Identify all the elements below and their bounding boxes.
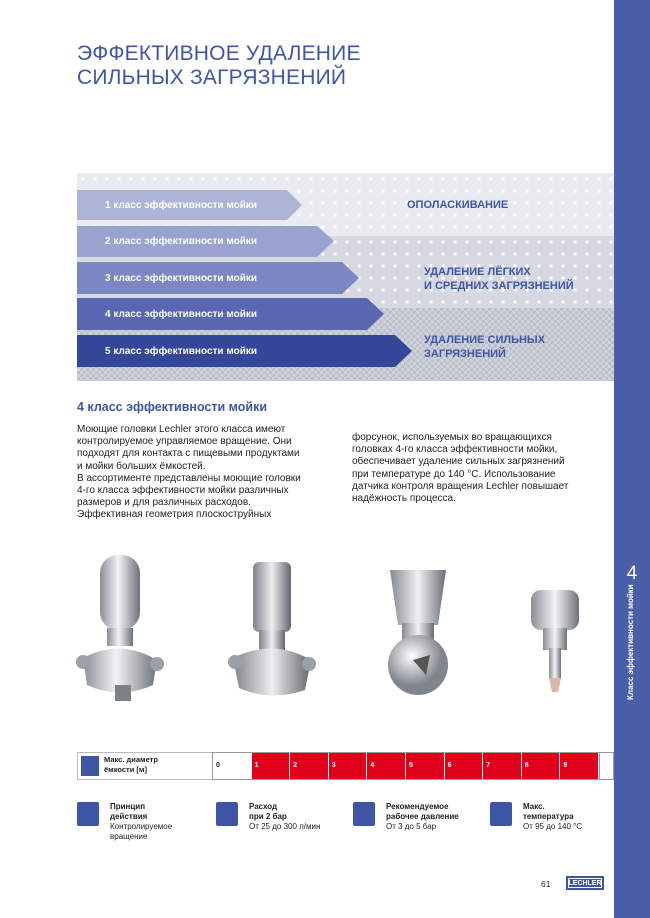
max-tank-diameter-scale (77, 752, 614, 780)
class-1-label: 1 класс эффективности мойки (105, 199, 258, 211)
page-title: ЭФФЕКТИВНОЕ УДАЛЕНИЕ СИЛЬНЫХ ЗАГРЯЗНЕНИЙ (77, 42, 361, 89)
tank-cleaner-product-4 (525, 580, 585, 700)
body-text-col-1: Моющие головки Lechler этого класса имеют контролируемое управляемое вращение. Они подходят для контакта с пищевыми продуктами и мойки больших ёмкостей. В ассортименте представлены моющие головки 4-го класса эффективности мойки различных размеров и для различных расходов. Эффективная геометрия плоскоструйных (77, 424, 301, 521)
rotation-icon (77, 802, 99, 826)
zone-label-light: УДАЛЕНИЕ ЛЁГКИХ И СРЕДНИХ ЗАГРЯЗНЕНИЙ (424, 266, 574, 292)
chapter-sidebar (614, 0, 650, 918)
lechler-logo: LECHLER (566, 876, 604, 890)
class-5-label: 5 класс эффективности мойки (105, 345, 258, 357)
class-3-label: 3 класс эффективности мойки (105, 272, 258, 284)
tank-cleaner-product-3 (378, 565, 458, 705)
thermometer-icon (490, 802, 512, 826)
efficiency-class-diagram (77, 173, 614, 381)
zone-label-rinse: ОПОЛАСКИВАНИЕ (407, 199, 509, 211)
tank-icon (81, 756, 99, 776)
section-title: 4 класс эффективности мойки (77, 400, 268, 414)
tank-cleaner-product-1 (75, 550, 165, 710)
zone-label-heavy: УДАЛЕНИЕ СИЛЬНЫХ ЗАГРЯЗНЕНИЙ (424, 334, 546, 360)
chapter-number: 4 (626, 563, 638, 584)
chapter-label: Класс эффективности мойки (626, 584, 635, 700)
diameter-bar: 0 1 2 3 4 5 6 7 8 9 (212, 752, 600, 780)
tank-cleaner-product-2 (225, 560, 320, 710)
flow-icon (216, 802, 238, 826)
scale-label: Макс. диаметр ёмкости [м] (104, 755, 158, 774)
class-4-label: 4 класс эффективности мойки (105, 308, 258, 320)
page-number: 61 (541, 879, 551, 889)
pressure-gauge-icon (353, 802, 375, 826)
class-2-label: 2 класс эффективности мойки (105, 236, 258, 247)
body-text-col-2: форсунок, используемых во вращающихся головках 4-го класса эффективности мойки, обеспечивает удаление сильных загрязнений при температуре до 140 °C. Использование датчика контроля вращения Lechler повышает надёжность процесса. (352, 432, 569, 505)
